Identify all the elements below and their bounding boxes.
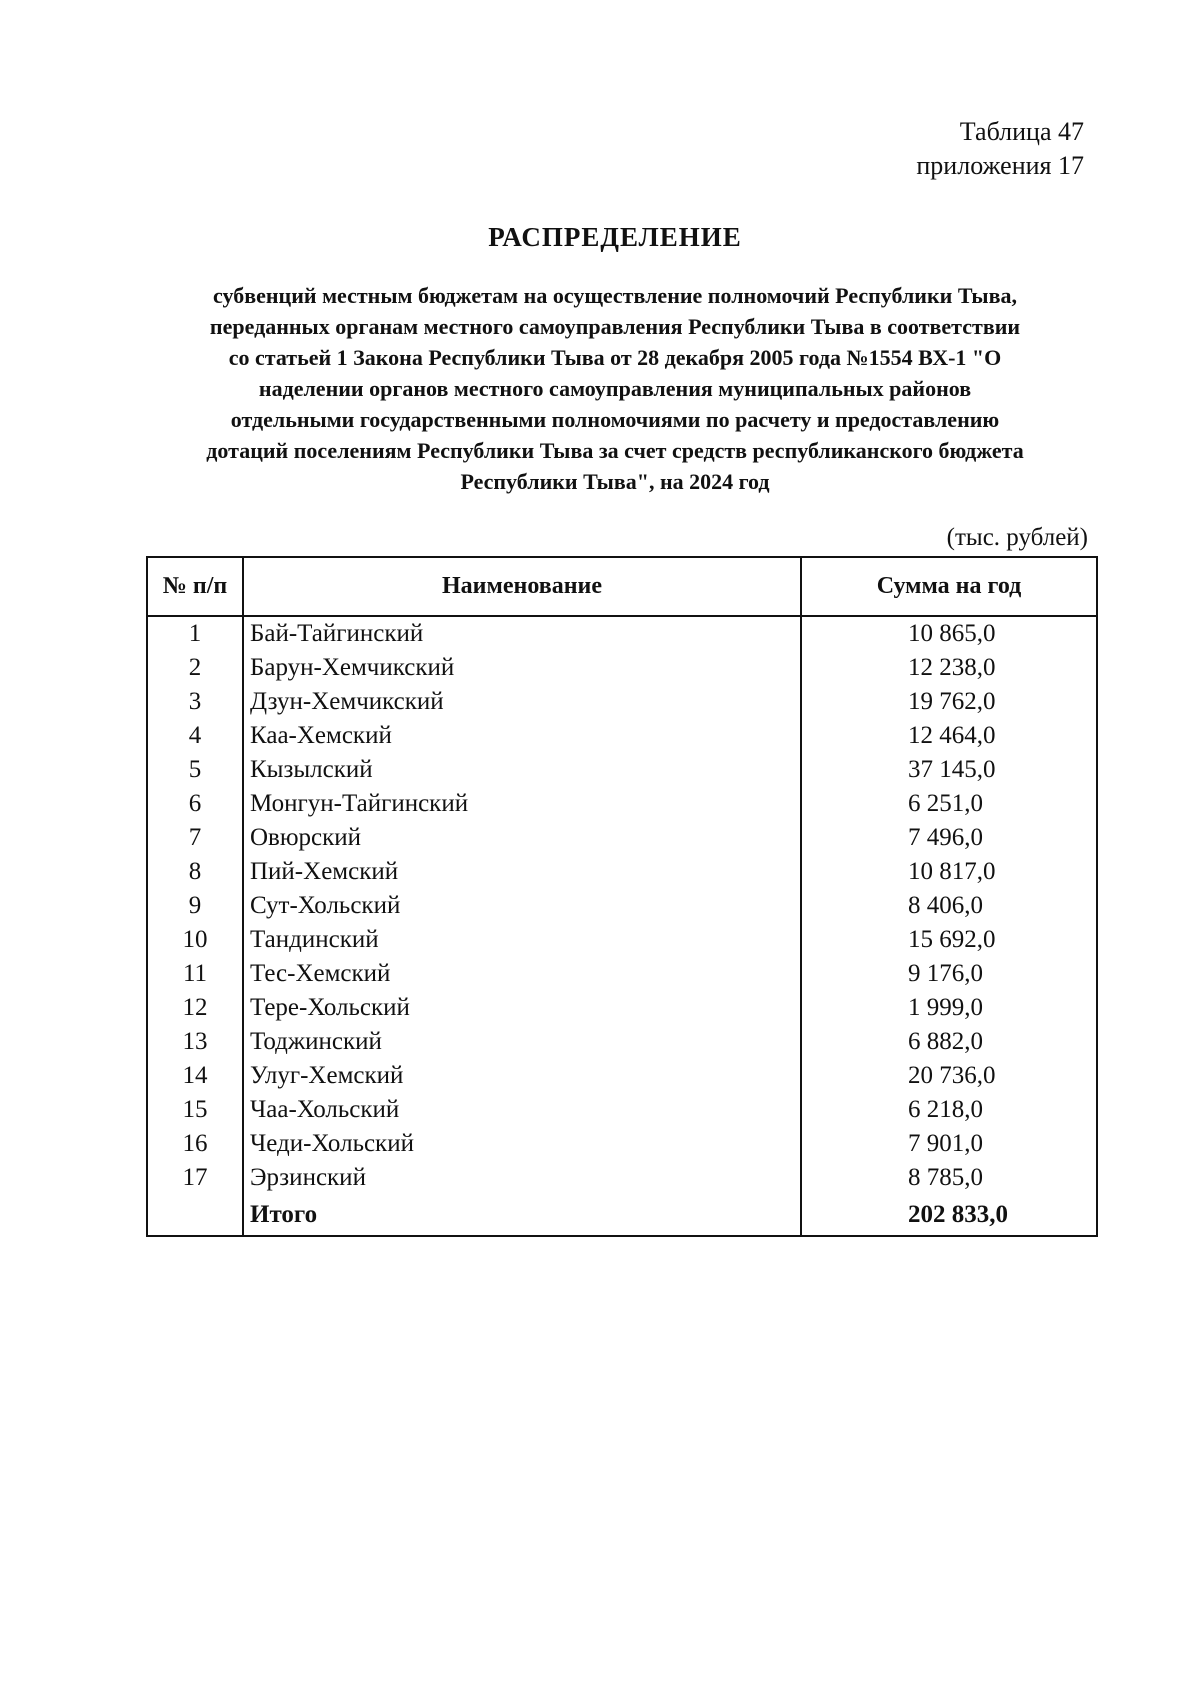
- row-number: 5: [147, 753, 243, 787]
- row-sum: 19 762,0: [801, 685, 1097, 719]
- document-title: РАСПРЕДЕЛЕНИЕ: [488, 222, 742, 252]
- row-name: Кызылский: [243, 753, 801, 787]
- total-number: [147, 1195, 243, 1236]
- document-subtitle: [145, 280, 1085, 497]
- row-sum: 6 218,0: [801, 1093, 1097, 1127]
- row-number: 12: [147, 991, 243, 1025]
- table-row: [147, 616, 1097, 651]
- row-number: 16: [147, 1127, 243, 1161]
- table-row: [147, 1025, 1097, 1059]
- row-sum: 15 692,0: [801, 923, 1097, 957]
- row-number: 14: [147, 1059, 243, 1093]
- row-number: 1: [147, 616, 243, 651]
- row-name: Эрзинский: [243, 1161, 801, 1195]
- row-name: Овюрский: [243, 821, 801, 855]
- distribution-table: [146, 556, 1098, 1237]
- row-name: Улуг-Хемский: [243, 1059, 801, 1093]
- table-row: [147, 685, 1097, 719]
- table-row: [147, 855, 1097, 889]
- row-sum: 6 251,0: [801, 787, 1097, 821]
- row-name: Барун-Хемчикский: [243, 651, 801, 685]
- row-sum: 1 999,0: [801, 991, 1097, 1025]
- row-number: 11: [147, 957, 243, 991]
- column-header-sum: Сумма на год: [801, 557, 1097, 616]
- row-name: Тандинский: [243, 923, 801, 957]
- table-row: [147, 1059, 1097, 1093]
- table-row: [147, 1093, 1097, 1127]
- row-sum: 8 406,0: [801, 889, 1097, 923]
- table-row: [147, 753, 1097, 787]
- row-sum: 10 817,0: [801, 855, 1097, 889]
- table-row: [147, 651, 1097, 685]
- row-name: Монгун-Тайгинский: [243, 787, 801, 821]
- table-row: [147, 889, 1097, 923]
- row-name: Пий-Хемский: [243, 855, 801, 889]
- row-number: 2: [147, 651, 243, 685]
- row-sum: 7 496,0: [801, 821, 1097, 855]
- row-sum: 12 464,0: [801, 719, 1097, 753]
- row-sum: 10 865,0: [801, 616, 1097, 651]
- subtitle-line: отдельными государственными полномочиями по расчету и предоставлению: [230, 407, 1000, 432]
- row-name: Тоджинский: [243, 1025, 801, 1059]
- table-row: [147, 787, 1097, 821]
- total-label: Итого: [243, 1195, 801, 1236]
- row-sum: 20 736,0: [801, 1059, 1097, 1093]
- column-header-number: № п/п: [147, 557, 243, 616]
- row-number: 3: [147, 685, 243, 719]
- table-header-row: [147, 557, 1097, 616]
- table-reference: [916, 115, 1084, 183]
- subtitle-line: наделении органов местного самоуправления муниципальных районов: [258, 376, 972, 401]
- table-number: Таблица 47: [959, 117, 1084, 146]
- row-name: Чаа-Хольский: [243, 1093, 801, 1127]
- appendix-number: приложения 17: [916, 151, 1084, 180]
- row-name: Бай-Тайгинский: [243, 616, 801, 651]
- subtitle-line: со статьей 1 Закона Республики Тыва от 28 декабря 2005 года №1554 ВХ-1 "О: [228, 345, 1002, 370]
- row-name: Тес-Хемский: [243, 957, 801, 991]
- row-number: 4: [147, 719, 243, 753]
- table-row: [147, 1161, 1097, 1195]
- subtitle-line: субвенций местным бюджетам на осуществление полномочий Республики Тыва,: [213, 283, 1017, 308]
- table-row: [147, 957, 1097, 991]
- row-sum: 9 176,0: [801, 957, 1097, 991]
- row-number: 7: [147, 821, 243, 855]
- total-sum: 202 833,0: [801, 1195, 1097, 1236]
- row-name: Каа-Хемский: [243, 719, 801, 753]
- row-name: Тере-Хольский: [243, 991, 801, 1025]
- table-row: [147, 991, 1097, 1025]
- row-sum: 12 238,0: [801, 651, 1097, 685]
- table-row: [147, 1127, 1097, 1161]
- row-number: 10: [147, 923, 243, 957]
- row-number: 13: [147, 1025, 243, 1059]
- row-number: 8: [147, 855, 243, 889]
- subtitle-line: Республики Тыва", на 2024 год: [460, 469, 770, 494]
- row-sum: 7 901,0: [801, 1127, 1097, 1161]
- table-total-row: [147, 1195, 1097, 1236]
- row-name: Чеди-Хольский: [243, 1127, 801, 1161]
- table-row: [147, 821, 1097, 855]
- row-number: 15: [147, 1093, 243, 1127]
- row-sum: 6 882,0: [801, 1025, 1097, 1059]
- column-header-name: Наименование: [243, 557, 801, 616]
- row-name: Дзун-Хемчикский: [243, 685, 801, 719]
- units-label: (тыс. рублей): [946, 524, 1088, 551]
- row-sum: 37 145,0: [801, 753, 1097, 787]
- table-row: [147, 923, 1097, 957]
- table-body: [147, 616, 1097, 1236]
- subtitle-line: переданных органам местного самоуправления Республики Тыва в соответствии: [209, 314, 1021, 339]
- row-sum: 8 785,0: [801, 1161, 1097, 1195]
- row-name: Сут-Хольский: [243, 889, 801, 923]
- row-number: 9: [147, 889, 243, 923]
- subtitle-line: дотаций поселениям Республики Тыва за счет средств республиканского бюджета: [206, 438, 1024, 463]
- row-number: 6: [147, 787, 243, 821]
- table-row: [147, 719, 1097, 753]
- row-number: 17: [147, 1161, 243, 1195]
